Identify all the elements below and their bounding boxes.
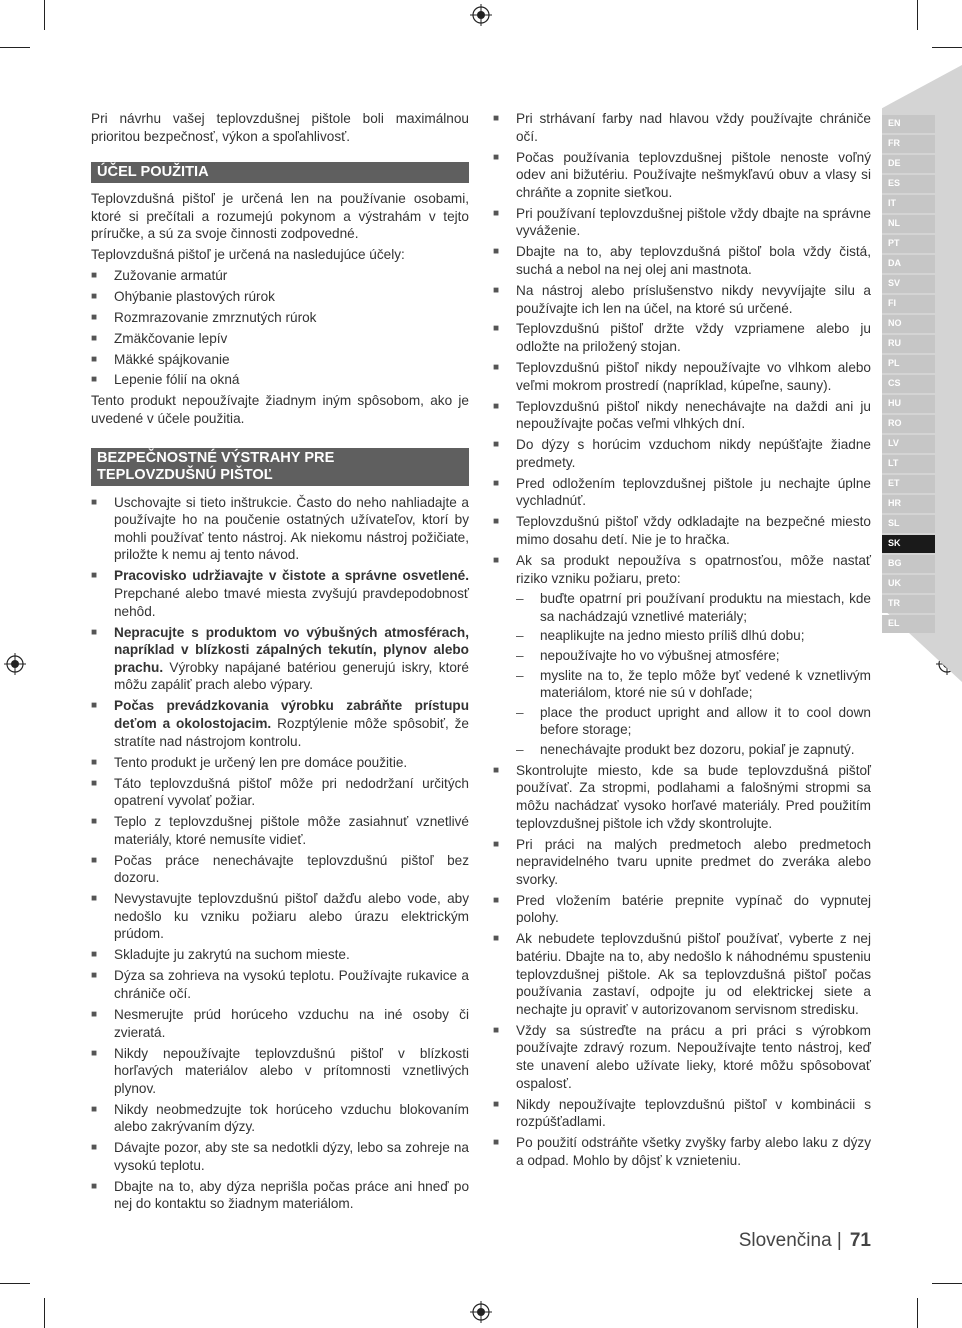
crop-mark [44,0,45,30]
list-item: ■ Počas používania teplovzdušnej pištole nenoste voľný odev ani bižutériu. Používajte nešmykľavú obuv a vlasy si chráňte a zopnite sieťkou. [493,149,871,202]
list-item [91,1101,469,1136]
list-item: ■ Do dýzy s horúcim vzduchom nikdy nepúšťajte žiadne predmety. [493,436,871,471]
list-item: ■ Po použití odstráňte všetky zvyšky farby alebo laku z dýzy a odpad. Mohlo by dôjsť k vznieteniu. [493,1134,871,1169]
list-item: ■ Ak nebudete teplovzdušnú pištoľ používať, vyberte z nej batériu. Dbajte na to, aby nedošlo k náhodnému spusteniu teplovzdušnej pištole. Ak sa teplovzdušná pištoľ počas používania zastaví, odpojte ju od elektrickej siete a nechajte ju opraviť v autorizovanom servisnom stredisku. [493,930,871,1018]
purpose-paragraph: Teplovzdušná pištoľ je určená len na používanie osobami, ktoré si prečítali a rozumejú pokynom a výstrahám v tejto príručke, a sú za svoje činnosti zodpovedné. [91,191,469,242]
crop-mark [917,0,918,30]
list-item-emphasis: Pracovisko udržiavajte v čistote a správne osvetlené. [114,568,469,584]
safety-heading [91,448,469,486]
list-item: – nenechávajte produkt bez dozoru, pokiaľ je zapnutý. [516,741,871,759]
list-item: ■ Pri strhávaní farby nad hlavou vždy používajte chrániče očí. [493,110,871,145]
list-item: ■ Rozmrazovanie zmrznutých rúrok [91,309,469,327]
list-item: ■ Vždy sa sústreďte na prácu a pri práci s výrobkom používajte zdravý rozum. Nepoužívajte tento nástroj, keď ste unavení alebo užívate lieky, ktoré môžu spôsobovať ospalosť. [493,1022,871,1092]
page-number: 71 [849,1230,871,1251]
list-item-text: Výrobky napájané batériou generujú iskry, ktoré môžu zapáliť prach alebo výpary. [114,659,469,693]
safety-list [493,110,871,549]
language-tab-nl: NL [882,215,935,233]
language-tab-lt: LT [882,455,935,473]
list-item-text: Nevystavujte teplovzdušnú pištoľ dažďu alebo vode, aby nedošlo ku vzniku požiaru alebo úrazu elektrickým prúdom. [114,891,469,942]
purpose-paragraph: Teplovzdušná pištoľ je určená na nasledujúce účely: [91,246,405,262]
registration-mark-icon [4,653,26,675]
list-item [91,624,469,694]
list-item: ■ Teplovzdušnú pištoľ vždy odkladajte na bezpečné miesto mimo dosahu detí. Nie je to hračka. [493,513,871,548]
language-tab-et: ET [882,475,935,493]
purpose-paragraph: Tento produkt nepoužívajte žiadnym iným spôsobom, ako je uvedené v účele použitia. [91,393,469,427]
purpose-list [91,267,469,390]
language-tab-tr: TR [882,595,935,613]
crop-mark [932,1283,962,1284]
left-column [91,110,469,1216]
list-item-text: Tento produkt je určený len pre domáce použitie. [114,754,408,770]
language-tab-it: IT [882,195,935,213]
language-tab-hu: HU [882,395,935,413]
language-tab-no: NO [882,315,935,333]
list-item: ■ Nikdy nepoužívajte teplovzdušnú pištoľ v kombinácii s rozpúšťadlami. [493,1096,871,1131]
language-tab-es: ES [882,175,935,193]
list-item: ■ Ohýbanie plastových rúrok [91,288,469,306]
list-item: ■ Pri práci na malých predmetoch alebo predmetoch nepravidelného tvaru upnite predmet do zveráka alebo svorky. [493,836,871,889]
list-item-text: Dýza sa zohrieva na vysokú teplotu. Používajte rukavice a chrániče očí. [114,968,469,1001]
purpose-heading: ÚČEL POUŽITIA [91,162,469,183]
list-item [91,1045,469,1098]
language-tab-bg: BG [882,555,935,573]
list-item-text: Uschovajte si tieto inštrukcie. Často do neho nahliadajte a používajte ho na poučenie ostatných užívateľov, ktorí by mohli používať tento nástroj. Ak niekomu nástroj požičiate, priložte k nemu aj tento návod. [114,494,469,563]
language-tab-de: DE [882,155,935,173]
list-item: – place the product upright and allow it to cool down before storage; [516,704,871,739]
list-item: ■ Zužovanie armatúr [91,267,469,285]
list-item [493,552,871,759]
list-item [91,1139,469,1174]
language-tab-cs: CS [882,375,935,393]
crop-mark [932,47,962,48]
list-item-text: Nesmerujte prúd horúceho vzduchu na iné osoby či zvieratá. [114,1006,469,1040]
list-item-text: Táto teplovzdušná pištoľ môže pri nedodržaní určitých opatrení vyvolať požiar. [114,775,469,809]
crop-mark [0,47,30,48]
list-item-text: Nikdy neobmedzujte tok horúceho vzduchu blokovaním alebo zakrývaním dýzy. [114,1101,469,1135]
language-tab-pt: PT [882,235,935,253]
crop-mark [0,1283,30,1284]
list-item: ■ Dbajte na to, aby teplovzdušná pištoľ bola vždy čistá, suchá a nebol na nej olej ani mastnota. [493,243,871,278]
crop-mark [917,1298,918,1328]
language-tab-el: EL [882,615,935,633]
list-item: – buďte opatrní pri používaní produktu na miestach, kde sa nachádzajú vznetlivé materiály; [516,590,871,625]
list-item-text: Počas práce nenechávajte teplovzdušnú pištoľ bez dozoru. [114,852,469,886]
list-item: ■ Na nástroj alebo príslušenstvo nikdy nevyvíjajte silu a používajte ich len na účel, na ktoré sú určené. [493,282,871,317]
list-item [91,754,469,772]
safety-list [493,762,871,1169]
list-item-text: Prepchané alebo tmavé miesta zvyšujú pravdepodobnosť nehôd. [114,586,469,619]
list-item-emphasis: Počas prevádzkovania výrobku zabráňte prístupu deťom a okolostojacim. [114,698,469,731]
intro-paragraph: Pri návrhu vašej teplovzdušnej pištole boli maximálnou prioritou bezpečnosť, výkon a spoľahlivosť. [91,111,469,144]
language-tab-sk: SK [882,535,935,553]
language-tab-sl: SL [882,515,935,533]
language-tab-uk: UK [882,575,935,593]
list-item: – myslite na to, že teplo môže byť vedené k vznetlivým materiálom, ktoré nie sú v dohľade; [516,667,871,702]
language-tab-ru: RU [882,335,935,353]
list-item: ■ Teplovzdušnú pištoľ držte vždy vzpriamene alebo ju odložte na priložený stojan. [493,320,871,355]
list-item-text: Teplo z teplovzdušnej pištole môže zasiahnuť vznetlivé materiály, ktoré nemusíte vidieť. [114,814,469,847]
list-item: ■ Mäkké spájkovanie [91,351,469,369]
registration-mark-icon [470,1301,492,1323]
language-tab-sv: SV [882,275,935,293]
language-tab-fi: FI [882,295,935,313]
list-item-text: Dávajte pozor, aby ste sa nedotkli dýzy, lebo sa zohreje na vysokú teplotu. [114,1140,469,1173]
safety-heading-line: TEPLOVZDUŠNÚ PIŠTOĽ [97,466,273,483]
list-item: ■ Skontrolujte miesto, kde sa bude teplovzdušná pištoľ používať. Za stropmi, podlahami a falošnými stropmi sa môžu nachádzať vysoko horľavé materiály. Pred použitím teplovzdušnej pištole ich vždy skontrolujte. [493,762,871,832]
language-tab-da: DA [882,255,935,273]
language-tab-lv: LV [882,435,935,453]
right-column [493,110,871,1173]
list-item [91,697,469,750]
list-item [91,890,469,943]
list-item: ■ Pred vložením batérie prepnite vypínač do vypnutej polohy. [493,892,871,927]
list-item: – nepoužívajte ho vo výbušnej atmosfére; [516,647,871,665]
list-item-text: Rozptýlenie môže spôsobiť, že stratíte nad nástrojom kontrolu. [114,715,469,749]
safety-list [493,552,871,759]
list-item: – neaplikujte na jedno miesto príliš dlhú dobu; [516,627,871,645]
footer-language: Slovenčina | [738,1230,842,1251]
list-item: ■ Lepenie fólií na okná [91,371,469,389]
list-item-text: Skladujte ju zakrytú na suchom mieste. [114,947,350,963]
list-item: ■ Teplovzdušnú pištoľ nikdy nepoužívajte vo vlhkom alebo veľmi mokrom prostredí (napríklad, kúpeľne, sauny). [493,359,871,394]
language-tab-ro: RO [882,415,935,433]
language-tab-fr: FR [882,135,935,153]
language-tab-en: EN [882,115,935,133]
crop-mark [44,1298,45,1328]
list-item: ■ Pri používaní teplovzdušnej pištole vždy dbajte na správne vyváženie. [493,205,871,240]
list-item-emphasis: Nepracujte s produktom vo výbušných atmosférach, napríklad v blízkosti zápalných tekutín, plynov alebo prachu. [114,624,469,675]
safety-heading-line: BEZPEČNOSTNÉ VÝSTRAHY PRE [97,449,335,466]
list-item [91,946,469,964]
language-tab-hr: HR [882,495,935,513]
list-item [91,567,469,620]
list-item [91,494,469,564]
registration-mark-icon [470,4,492,26]
list-item [91,967,469,1002]
list-item [91,852,469,887]
list-item: ■ Teplovzdušnú pištoľ nikdy nenechávajte na daždi ani ju nepoužívajte počas veľmi vlhkých dní. [493,398,871,433]
language-tab-pl: PL [882,355,935,373]
list-item-text: Nikdy nepoužívajte teplovzdušnú pištoľ v blízkosti horľavých materiálov alebo v prítomnosti vznetlivých plynov. [114,1045,469,1096]
safety-list [91,494,469,1213]
list-item-text: Dbajte na to, aby dýza neprišla počas práce ani hneď po nej do kontaktu so žiadnym materiálom. [114,1178,469,1212]
list-item [91,813,469,848]
page-footer [739,1230,871,1252]
list-item: ■ Pred odložením teplovzdušnej pištole ju nechajte úplne vychladnúť. [493,475,871,510]
list-item [91,1178,469,1213]
fire-risk-intro: Ak sa produkt nepoužíva s opatrnosťou, môže nastať riziko vzniku požiaru, preto: [516,552,871,586]
list-item: ■ Zmäkčovanie lepív [91,330,469,348]
fire-risk-sublist [516,590,871,758]
language-tabs [882,115,935,635]
list-item [91,1006,469,1041]
list-item [91,775,469,810]
